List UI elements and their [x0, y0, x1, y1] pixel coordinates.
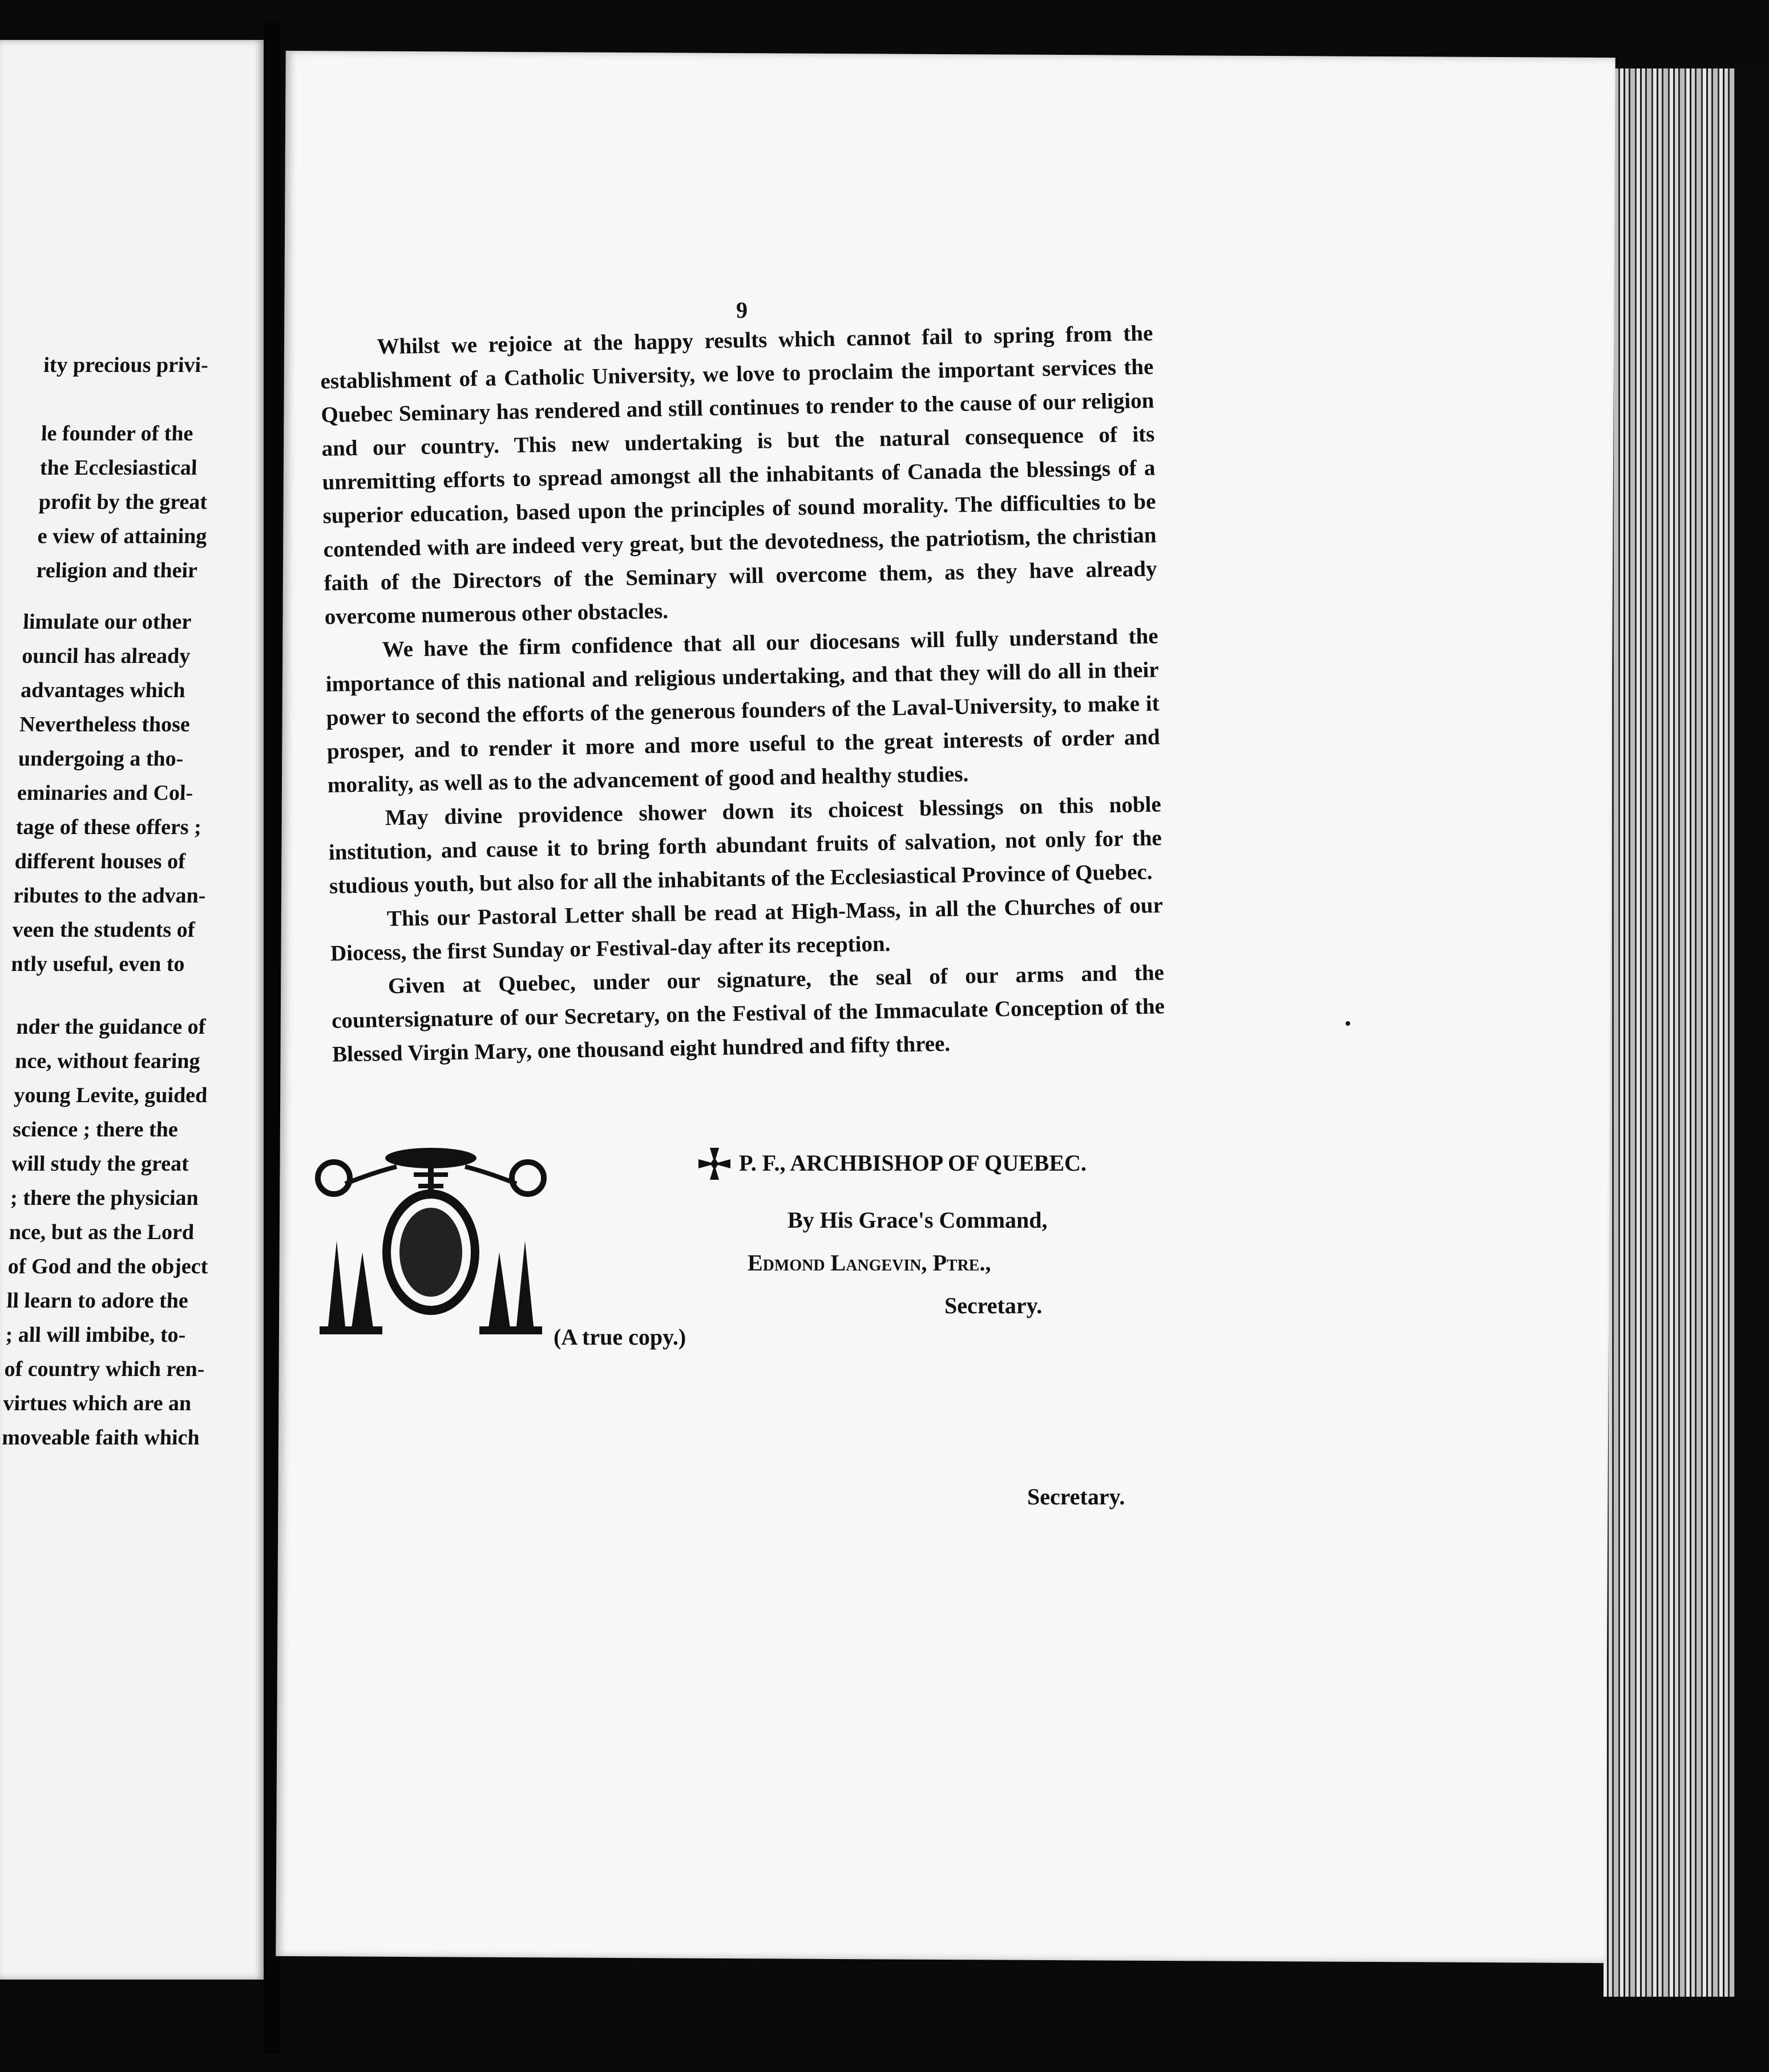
left-line: Nevertheless those — [19, 713, 191, 736]
left-line: e view of attaining — [37, 524, 208, 548]
left-line — [42, 382, 213, 416]
left-line: moveable faith which — [1, 1426, 200, 1450]
left-line: different houses of — [14, 849, 186, 873]
paragraph-providence: May divine providence shower down its choicest blessings on this noble institution, and cause it to bring forth abundant fruits of salvation, not only for the studious youth, but also for all the inhabitants of the Ecclesiastical Province of Quebec. — [328, 792, 1162, 899]
left-line: ; all will imbibe, to- — [5, 1323, 187, 1347]
cross-pattee-icon — [697, 1147, 732, 1181]
left-line: nce, but as the Lord — [9, 1220, 195, 1244]
signature-name: Edmond Langevin, Ptre., — [748, 1250, 991, 1276]
signature-secretary: Secretary. — [944, 1293, 1043, 1318]
edge-shadow — [1735, 68, 1769, 1997]
left-line: will study the great — [11, 1152, 189, 1176]
left-line: nce, without fearing — [14, 1049, 201, 1073]
left-line: tage of these offers ; — [15, 815, 202, 839]
left-line: ity precious privi- — [43, 353, 209, 377]
left-line: nder the guidance of — [16, 1015, 207, 1039]
left-line: of country which ren- — [4, 1357, 205, 1381]
left-line: profit by the great — [38, 490, 208, 514]
coat-of-arms-seal — [311, 1138, 551, 1343]
paragraph-given-at: Given at Quebec, under our signature, the seal of our arms and the countersignature of our Secretary, on the Festival of the Immaculate Conception of the Blessed Virgin Mary, one thousand eight hundred and fifty three. — [331, 960, 1165, 1067]
left-line: religion and their — [36, 559, 199, 582]
left-page-block-2 — [11, 605, 216, 981]
left-line: veen the students of — [12, 918, 196, 942]
left-line: the Ecclesiastical — [39, 456, 198, 480]
left-line: young Levite, guided — [13, 1083, 208, 1107]
left-line: undergoing a tho- — [18, 747, 184, 771]
left-page-block-1 — [36, 348, 213, 588]
paragraph-reading: This our Pastoral Letter shall be read at High-Mass, in all the Churches of our Diocess, the first Sunday or Festival-day after its reception. — [330, 893, 1164, 966]
left-line: of God and the object — [7, 1254, 209, 1278]
left-line: ntly useful, even to — [11, 952, 185, 976]
left-line: limulate our other — [23, 610, 192, 634]
left-line: ; there the physician — [10, 1186, 199, 1210]
left-line: le founder of the — [41, 422, 194, 446]
left-line: ll learn to adore the — [6, 1289, 189, 1313]
signature-archbishop: P. F., ARCHBISHOP OF QUEBEC. — [739, 1150, 1087, 1176]
left-line: science ; there the — [12, 1118, 179, 1142]
left-line: ouncil has already — [21, 644, 191, 668]
left-line: ributes to the advan- — [13, 884, 207, 908]
secretary-bottom: Secretary. — [1027, 1484, 1125, 1510]
ink-speck — [1346, 1021, 1350, 1026]
paragraph-university: Whilst we rejoice at the happy results which cannot fail to spring from the establishment of a Catholic University, we love to proclaim the important services the Quebec Seminary has rendered and still continues to render to the cause of our religion and our country. This new undertaking is but the natural consequence of its unremitting efforts to spread amongst all the inhabitants of Canada the blessings of a superior education, based upon the principles of sound morality. The difficulties to be contended with are indeed very great, but the devotedness, the patriotism, the christian faith of the Directors of the Seminary will overcome them, as they have already overcome numerous other obstacles. — [320, 321, 1157, 629]
page-number: 9 — [736, 297, 748, 323]
left-line: eminaries and Col- — [17, 781, 194, 805]
paragraph-confidence: We have the firm confidence that all our diocesans will fully understand the importance of this national and religious undertaking, and that they will do all in their power to second the efforts of the generous founders of the Laval-University, to make it prosper, and to render it more and more useful to the great interests of order and morality, as well as to the advancement of good and healthy studies. — [325, 624, 1161, 798]
left-line: advantages which — [20, 678, 186, 702]
pastoral-letter-body — [320, 317, 1165, 1071]
left-page — [0, 40, 264, 1980]
signature-command: By His Grace's Command, — [787, 1207, 1048, 1233]
left-page-block-3 — [2, 1010, 217, 1455]
left-line: virtues which are an — [3, 1391, 192, 1415]
true-copy-note: (A true copy.) — [554, 1324, 686, 1350]
